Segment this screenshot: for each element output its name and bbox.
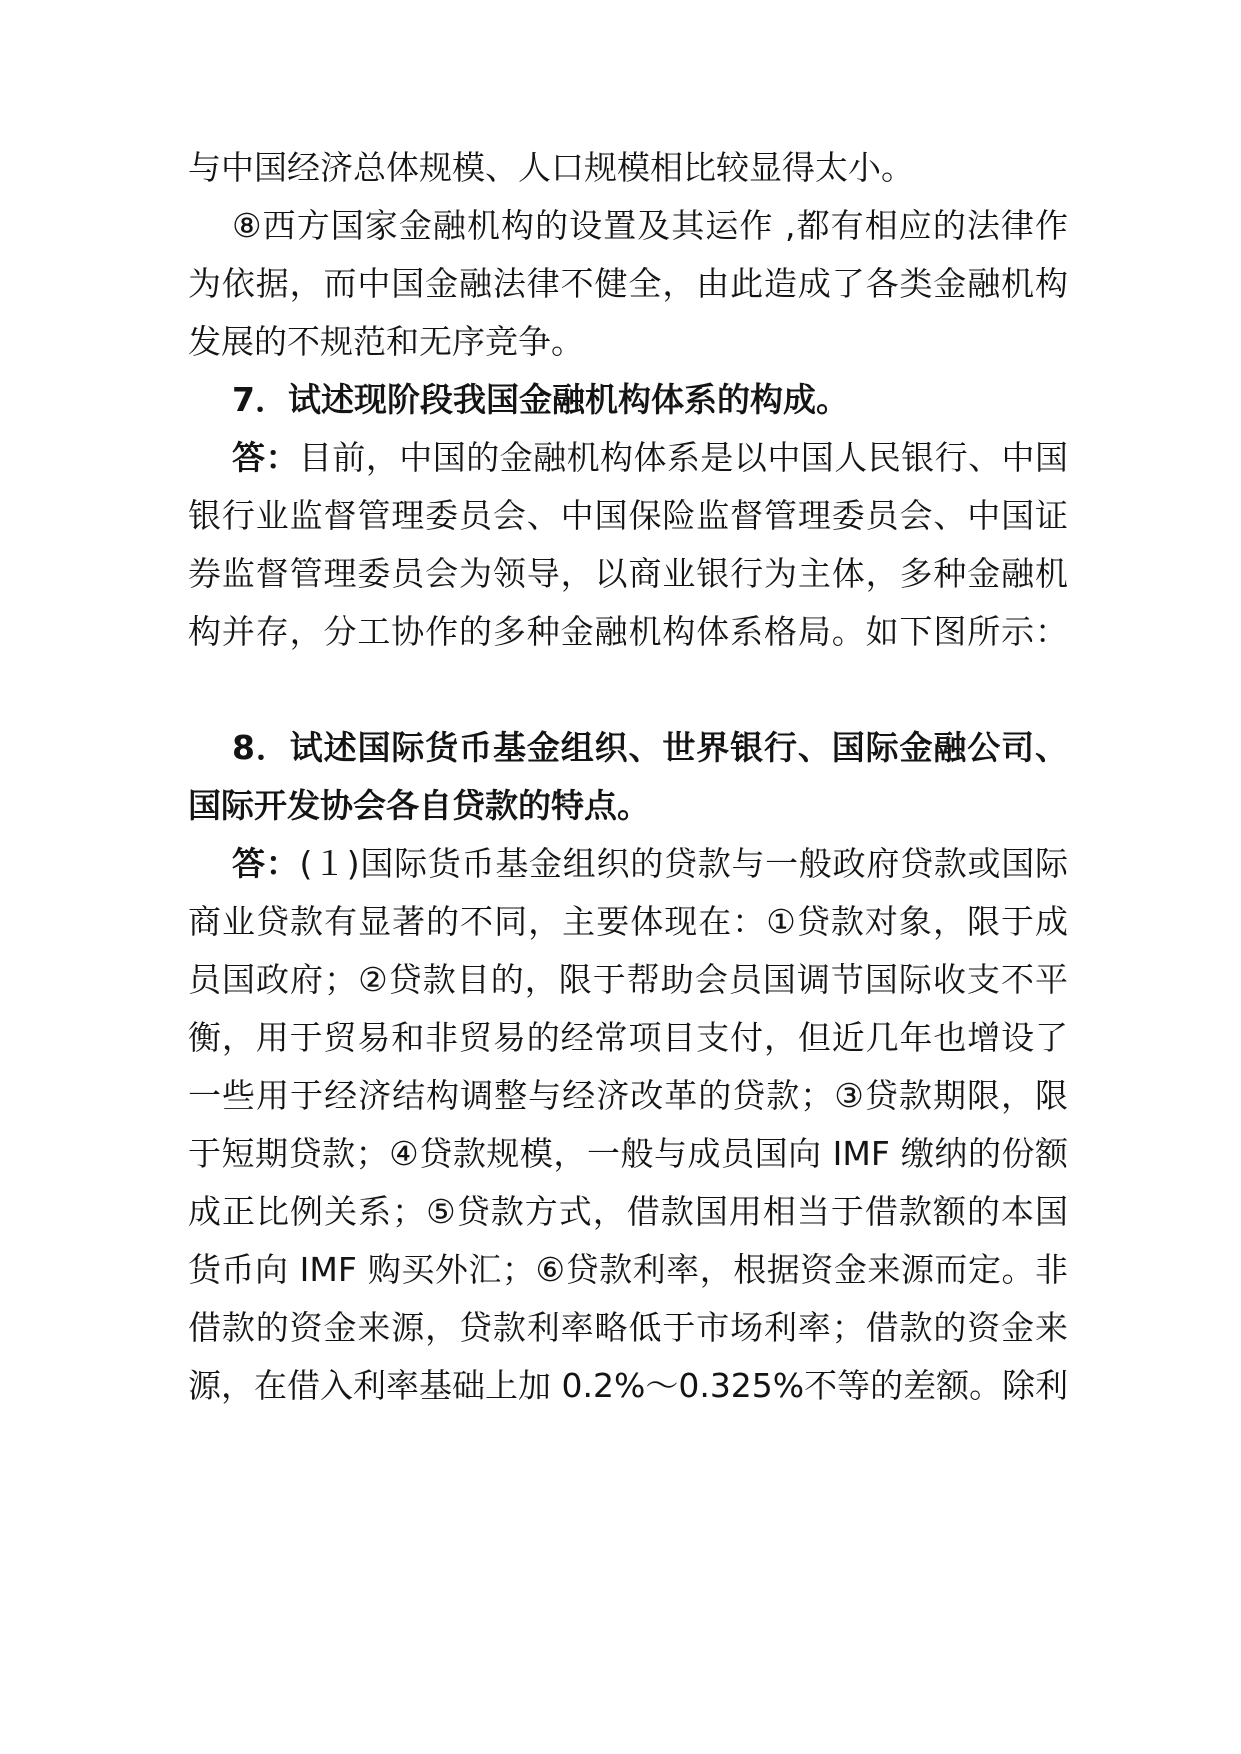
text-line: 构并存，分工协作的多种金融机构体系格局。如下图所示：: [188, 612, 1068, 651]
question-heading: 7．试述现阶段我国金融机构体系的构成。: [232, 380, 849, 419]
text-line: 借款的资金来源，贷款利率略低于市场利率；借款的资金来: [188, 1308, 1068, 1347]
question-heading: 国际开发协会各自贷款的特点。: [188, 786, 650, 825]
text-line: 发展的不规范和无序竞争。: [188, 322, 584, 361]
text-line: 券监督管理委员会为领导，以商业银行为主体，多种金融机: [188, 554, 1068, 593]
answer-first-line: [232, 839, 1068, 889]
text-line: ⑧西方国家金融机构的设置及其运作 ,都有相应的法律作: [232, 206, 1068, 245]
text-line: 银行业监督管理委员会、中国保险监督管理委员会、中国证: [188, 496, 1068, 535]
text-line: (１)国际货币基金组织的贷款与一般政府贷款或国际: [299, 844, 1068, 883]
text-line: 员国政府；②贷款目的，限于帮助会员国调节国际收支不平: [188, 960, 1068, 999]
answer-first-line: [232, 433, 1068, 483]
answer-label: 答：: [232, 438, 299, 477]
text-line: 为依据，而中国金融法律不健全，由此造成了各类金融机构: [188, 264, 1068, 303]
text-line: 源，在借入利率基础上加 0.2%～0.325%不等的差额。除利: [188, 1366, 1068, 1405]
text-line: 目前，中国的金融机构体系是以中国人民银行、中国: [298, 438, 1068, 477]
question-heading: 8．试述国际货币基金组织、世界银行、国际金融公司、: [232, 728, 1068, 767]
answer-label: 答：: [232, 844, 300, 883]
text-line: 于短期贷款；④贷款规模，一般与成员国向 IMF 缴纳的份额: [188, 1134, 1068, 1173]
text-line: 一些用于经济结构调整与经济改革的贷款；③贷款期限，限: [188, 1076, 1068, 1115]
text-line: 与中国经济总体规模、人口规模相比较显得太小。: [188, 148, 914, 187]
text-line: 衡，用于贸易和非贸易的经常项目支付，但近几年也增设了: [188, 1018, 1068, 1057]
text-line: 商业贷款有显著的不同，主要体现在：①贷款对象，限于成: [188, 902, 1068, 941]
text-line: 货币向 IMF 购买外汇；⑥贷款利率，根据资金来源而定。非: [188, 1250, 1068, 1289]
text-line: 成正比例关系；⑤贷款方式，借款国用相当于借款额的本国: [188, 1192, 1068, 1231]
